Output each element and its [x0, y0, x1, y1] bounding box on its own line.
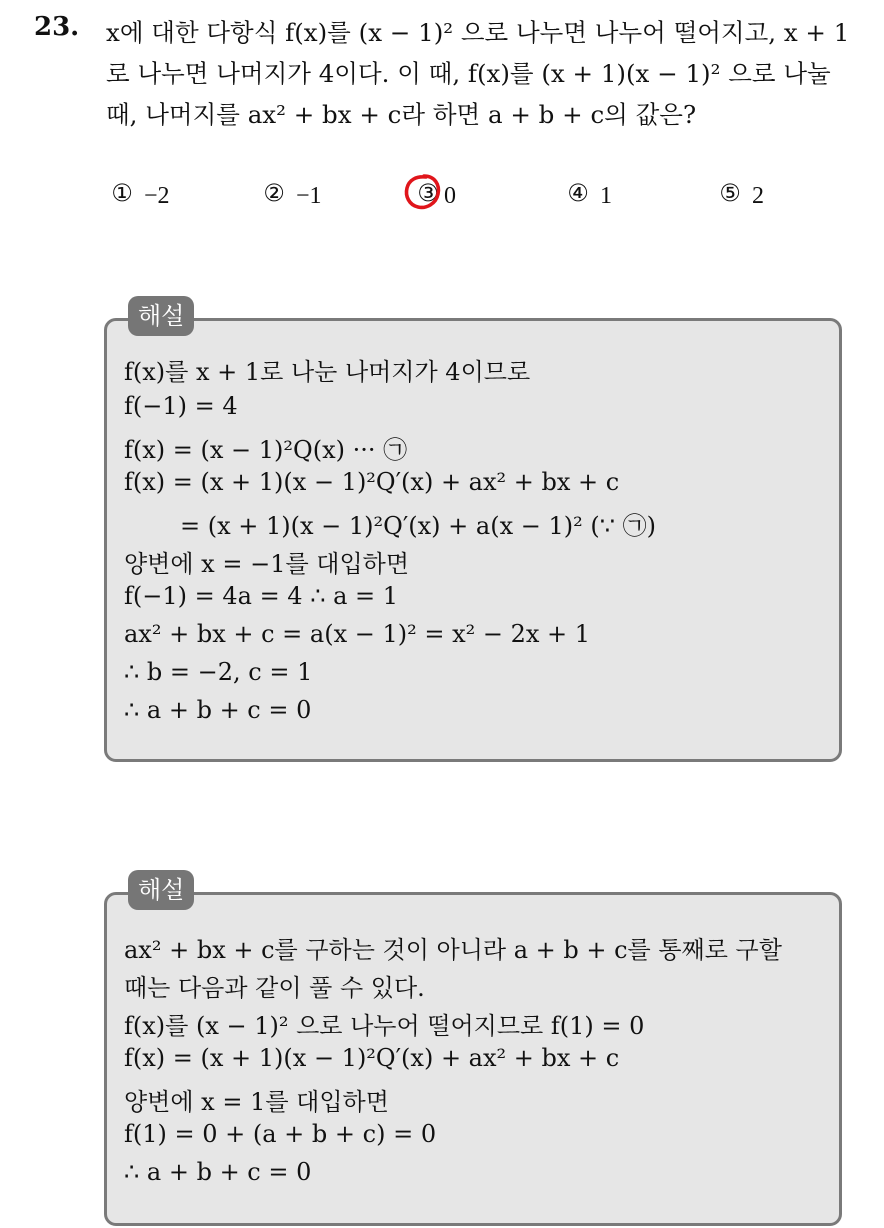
- solution-line: ax² + bx + c를 구하는 것이 아니라 a + b + c를 통째로 구할: [124, 936, 782, 964]
- choice-1[interactable]: [110, 181, 170, 210]
- choice-value: 2: [752, 183, 764, 209]
- choice-value: 1: [600, 183, 612, 209]
- question-text-line: x에 대한 다항식 f(x)를 (x − 1)² 으로 나누면 나누어 떨어지고, x + 1: [106, 18, 850, 47]
- choice-number-icon: ②: [263, 179, 285, 207]
- solution-line: ∴ a + b + c = 0: [124, 696, 312, 724]
- solution-line: 양변에 x = 1를 대입하면: [124, 1088, 389, 1116]
- solution-line: f(x) = (x + 1)(x − 1)²Q′(x) + ax² + bx + c: [124, 468, 620, 496]
- question-text-line: 때, 나머지를 ax² + bx + c라 하면 a + b + c의 값은?: [106, 100, 697, 129]
- solution-line: f(x) = (x + 1)(x − 1)²Q′(x) + ax² + bx + c: [124, 1044, 620, 1072]
- solution-line: = (x + 1)(x − 1)²Q′(x) + a(x − 1)² (∵ ㉠): [180, 512, 656, 540]
- choice-value: −2: [144, 183, 170, 209]
- solution-line: f(x) = (x − 1)²Q(x) ··· ㉠: [124, 436, 408, 464]
- solution-line: f(1) = 0 + (a + b + c) = 0: [124, 1120, 437, 1148]
- question-text-line: 로 나누면 나머지가 4이다. 이 때, f(x)를 (x + 1)(x − 1)² 으로 나눌: [106, 59, 831, 88]
- question-number: 23.: [34, 12, 80, 42]
- answer-circle-mark-icon: [402, 172, 442, 212]
- choice-2[interactable]: [262, 181, 322, 210]
- solution-line: 때는 다음과 같이 풀 수 있다.: [124, 974, 425, 1002]
- solution-line: ax² + bx + c = a(x − 1)² = x² − 2x + 1: [124, 620, 591, 648]
- solution-line: f(−1) = 4a = 4 ∴ a = 1: [124, 582, 399, 610]
- choice-number-icon: ④: [567, 179, 589, 207]
- solution-line: f(x)를 (x − 1)² 으로 나누어 떨어지므로 f(1) = 0: [124, 1012, 645, 1040]
- solution-tag: 해설: [128, 870, 194, 910]
- solution-line: ∴ a + b + c = 0: [124, 1158, 312, 1186]
- solution-line: ∴ b = −2, c = 1: [124, 658, 313, 686]
- choice-number-icon: ⑤: [719, 179, 741, 207]
- solution-line: f(x)를 x + 1로 나눈 나머지가 4이므로: [124, 358, 531, 386]
- choice-5[interactable]: [718, 181, 764, 210]
- choice-number-icon: ③: [417, 179, 439, 207]
- solution-tag: 해설: [128, 296, 194, 336]
- solution-line: 양변에 x = −1를 대입하면: [124, 550, 410, 578]
- solution-line: f(−1) = 4: [124, 392, 238, 420]
- choice-number-icon: ①: [111, 179, 133, 207]
- choice-value: −1: [296, 183, 322, 209]
- choice-value: 0: [444, 183, 456, 209]
- choice-4[interactable]: [566, 181, 612, 210]
